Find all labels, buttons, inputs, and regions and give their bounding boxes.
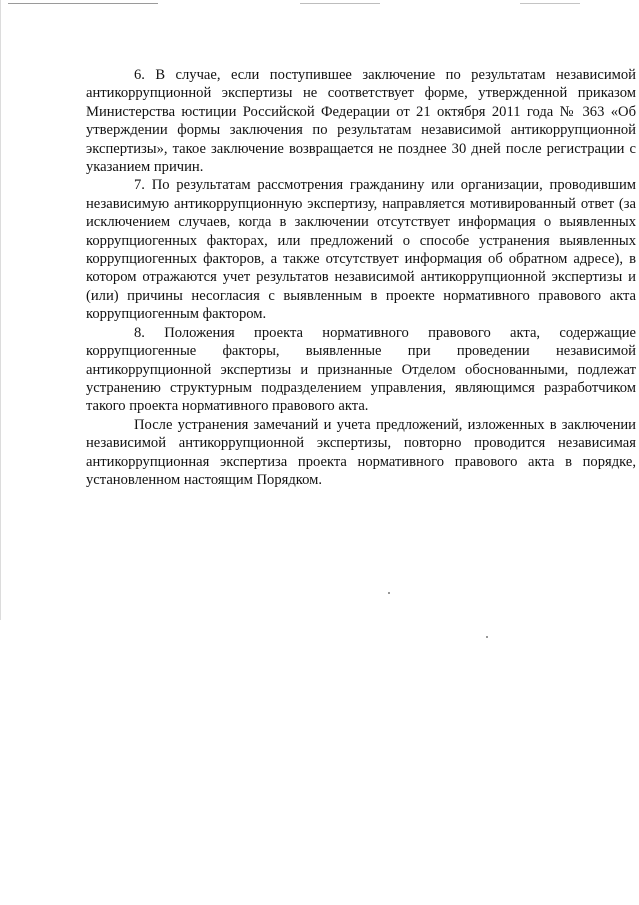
scan-artifact-line [520, 3, 580, 4]
scan-speck [388, 592, 390, 594]
paragraph-7: 7. По результатам рассмотрения гражданину или организации, проводившим независимую антикоррупционную экспертизу, направляется мотивированный ответ (за исключением случаев, когда в заключении отсутствует информация о выявленных коррупциогенных факторах, или предложений о способе устранения выявленных коррупциогенных факторов, а также отсутствует информация об обратном адресе), в котором отражаются учет результатов независимой антикоррупционной экспертизы и (или) причины несогласия с выявленным в проекте нормативного правового акта коррупциогенным фактором. [86, 177, 636, 323]
paragraph-final: После устранения замечаний и учета предложений, изложенных в заключении независимой антикоррупционной экспертизы, повторно проводится независимая антикоррупционная экспертиза проекта нормативного правового акта в порядке, установленном настоящим Порядком. [86, 416, 636, 488]
scan-edge-shadow [0, 0, 1, 620]
paragraph-6: 6. В случае, если поступившее заключение по результатам независимой антикоррупционной экспертизы не соответствует форме, утвержденной приказом Министерства юстиции Российской Федерации от 21 октября 2011 года № 363 «Об утверждении формы заключения по результатам независимой антикоррупционной экспертизы», такое заключение возвращается не позднее 30 дней после регистрации с указанием причин. [86, 67, 636, 176]
paragraph-8: 8. Положения проекта нормативного правового акта, содержащие коррупциогенные факторы, выявленные при проведении независимой антикоррупционной экспертизы и признанные Отделом обоснованными, подлежат устранению структурным подразделением управления, являющимся разработчиком такого проекта нормативного правового акта. [86, 324, 636, 415]
document-body [86, 66, 636, 489]
scan-artifact-line [300, 3, 380, 4]
scan-speck [486, 636, 488, 638]
scan-artifact-line [8, 3, 158, 4]
